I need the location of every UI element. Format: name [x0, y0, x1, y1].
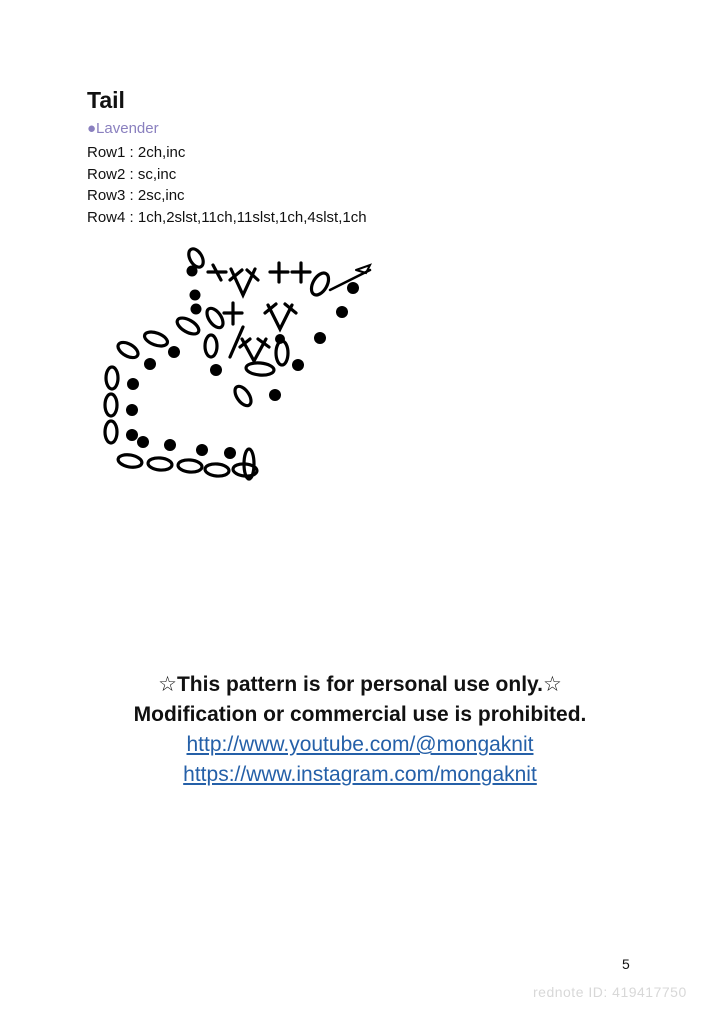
chain-stitch-icon [232, 384, 254, 409]
chain-stitch-icon [186, 246, 206, 269]
instagram-link-text[interactable]: https://www.instagram.com/mongaknit [183, 763, 537, 786]
chain-stitch-icon [204, 306, 226, 331]
chain-stitch-icon [148, 457, 173, 471]
youtube-link-text[interactable]: http://www.youtube.com/@mongaknit [186, 733, 534, 756]
section-title: Tail [87, 87, 125, 113]
row-2: Row2 : sc,inc [87, 165, 177, 183]
chain-stitch-icon [106, 367, 118, 389]
chain-stitch-icon [178, 459, 203, 473]
chain-stitch-icon [175, 315, 202, 337]
chain-stitch-icon [105, 421, 117, 443]
watermark: rednote ID: 419417750 [533, 984, 687, 1000]
row-1: Row1 : 2ch,inc [87, 144, 186, 161]
chain-stitch-icon [205, 335, 217, 357]
chain-stitch-icon [276, 341, 288, 365]
chain-stitch-icon [143, 329, 170, 348]
page-number: 5 [622, 956, 630, 972]
row-instructions [87, 142, 367, 229]
prohibition-notice: Modification or commercial use is prohibited. [133, 703, 587, 726]
youtube-link[interactable] [0, 733, 720, 757]
chain-stitch-icon [308, 270, 332, 298]
chain-stitch-icon [117, 453, 143, 469]
chain-stitch-icon [105, 394, 117, 416]
row-3: Row3 : 2sc,inc [87, 187, 185, 205]
instagram-link[interactable] [0, 763, 720, 787]
yarn-color-note: ●Lavender [87, 120, 159, 137]
chain-stitch-icon [115, 339, 140, 360]
chain-stitch-icon [205, 463, 230, 477]
row-4: Row4 : 1ch,2slst,11ch,11slst,1ch,4slst,1ch [87, 209, 367, 227]
crochet-chart [90, 235, 400, 495]
slip-stitch-icon [187, 266, 198, 277]
personal-use-notice: ☆This pattern is for personal use only.☆ [158, 673, 562, 696]
chain-stitch-icon [246, 362, 275, 376]
